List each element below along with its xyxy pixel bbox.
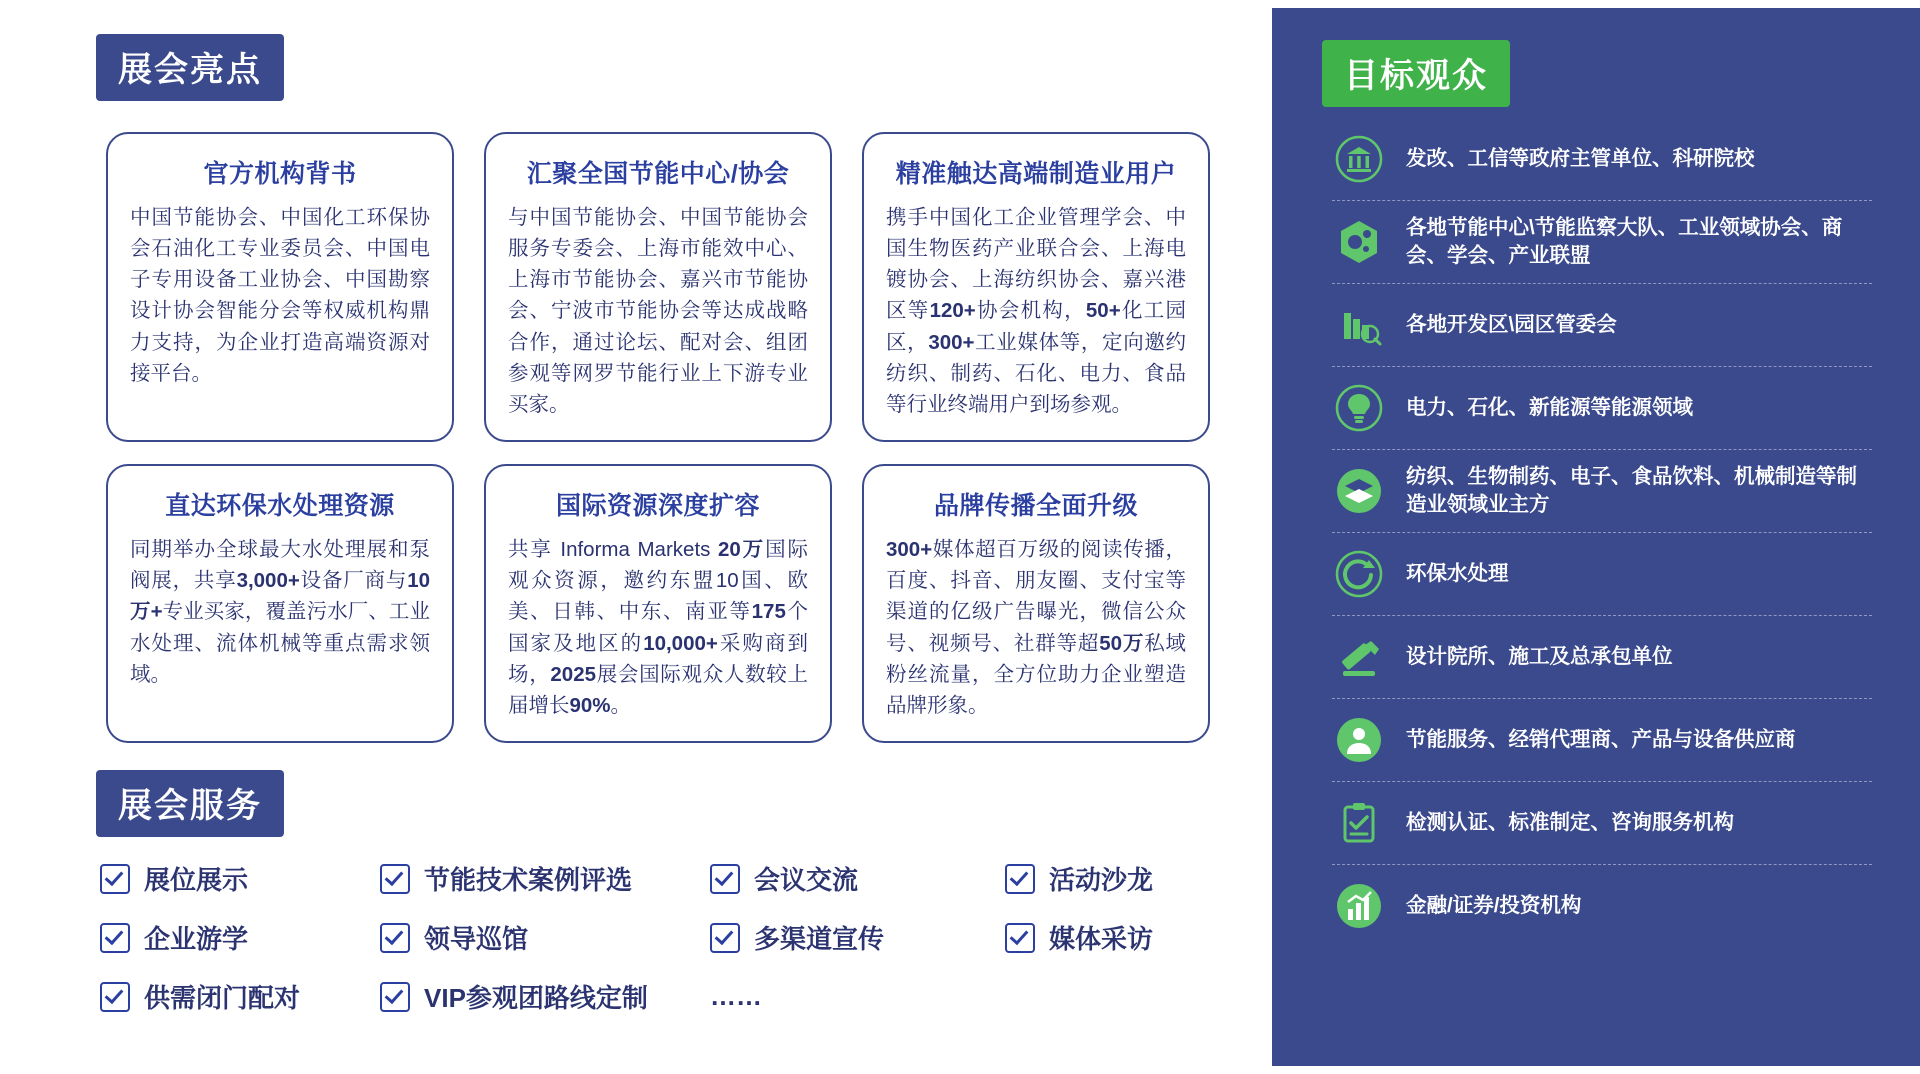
service-item-more bbox=[710, 978, 1005, 1015]
highlight-card bbox=[106, 464, 454, 743]
audience-label: 节能服务、经销代理商、产品与设备供应商 bbox=[1406, 727, 1796, 751]
highlight-card-title: 官方机构背书 bbox=[203, 160, 357, 188]
highlight-card bbox=[106, 132, 454, 442]
audience-item bbox=[1332, 782, 1872, 865]
highlights-section-title: 展会亮点 bbox=[96, 34, 284, 101]
audience-label: 纺织、生物制药、电子、食品饮料、机械制造等制造业领域业主方 bbox=[1406, 464, 1857, 516]
highlight-card-body: 与中国节能协会、中国节能协会服务专委会、上海市能效中心、上海市节能协会、嘉兴市节能协会、宁波市节能协会等达成战略合作，通过论坛、配对会、组团参观等网罗节能行业上下游专业买家。 bbox=[508, 206, 808, 416]
clipboard-check-icon bbox=[1332, 796, 1386, 850]
highlight-card-body: 共享 Informa Markets 20万国际观众资源，邀约东盟10国、欧美、日韩、中东、南亚等175个国家及地区的10,000+采购商到场，2025展会国际观众人数较上届增长90%。 bbox=[508, 538, 809, 717]
service-label: 领导巡馆 bbox=[424, 924, 529, 954]
highlight-card bbox=[484, 132, 832, 442]
layers-icon bbox=[1332, 464, 1386, 518]
audience-label: 各地开发区\园区管委会 bbox=[1406, 312, 1617, 336]
highlight-cards bbox=[106, 132, 1216, 743]
service-item[interactable] bbox=[1005, 919, 1220, 956]
highlight-card-body: 同期举办全球最大水处理展和泵阀展，共享3,000+设备厂商与10万+专业买家，覆盖污水厂、工业水处理、流体机械等重点需求领域。 bbox=[130, 538, 431, 686]
highlights-title-wrap bbox=[96, 34, 284, 101]
service-item[interactable] bbox=[710, 919, 1005, 956]
audience-item bbox=[1332, 450, 1872, 533]
checkbox-checked-icon[interactable] bbox=[1005, 923, 1035, 953]
highlight-card bbox=[484, 464, 832, 743]
services-row bbox=[100, 860, 1220, 897]
service-label: …… bbox=[710, 981, 762, 1011]
service-label: 供需闭门配对 bbox=[144, 983, 301, 1013]
person-icon bbox=[1332, 713, 1386, 767]
audience-label: 电力、石化、新能源等能源领域 bbox=[1406, 395, 1693, 419]
service-label: 多渠道宣传 bbox=[754, 924, 885, 954]
highlight-card bbox=[862, 132, 1210, 442]
checkbox-checked-icon[interactable] bbox=[710, 864, 740, 894]
bank-icon bbox=[1332, 132, 1386, 186]
service-item[interactable] bbox=[1005, 860, 1220, 897]
service-item[interactable] bbox=[100, 919, 380, 956]
service-label: 会议交流 bbox=[754, 865, 859, 895]
services-row bbox=[100, 919, 1220, 956]
audience-label: 各地节能中心\节能监察大队、工业领域协会、商会、学会、产业联盟 bbox=[1406, 215, 1843, 267]
audience-item bbox=[1332, 699, 1872, 782]
audience-label: 发改、工信等政府主管单位、科研院校 bbox=[1406, 146, 1755, 170]
checkbox-checked-icon[interactable] bbox=[380, 864, 410, 894]
audience-section-title: 目标观众 bbox=[1322, 40, 1510, 107]
service-item[interactable] bbox=[100, 978, 380, 1015]
highlight-card-title: 汇聚全国节能中心/协会 bbox=[526, 160, 790, 188]
services-row bbox=[100, 978, 1220, 1015]
highlight-card-title: 国际资源深度扩容 bbox=[555, 492, 760, 521]
services-checklist bbox=[100, 860, 1220, 1037]
service-label: 企业游学 bbox=[144, 924, 249, 954]
service-label: 活动沙龙 bbox=[1049, 865, 1154, 895]
audience-item bbox=[1332, 616, 1872, 699]
highlight-card-body: 300+媒体超百万级的阅读传播，百度、抖音、朋友圈、支付宝等渠道的亿级广告曝光，微信公众号、视频号、社群等超50万私域粉丝流量，全方位助力企业塑造品牌形象。 bbox=[886, 538, 1187, 717]
water-cycle-icon bbox=[1332, 547, 1386, 601]
service-label: 展位展示 bbox=[144, 865, 249, 895]
service-item[interactable] bbox=[380, 978, 710, 1015]
checkbox-checked-icon[interactable] bbox=[380, 982, 410, 1012]
checkbox-checked-icon[interactable] bbox=[100, 982, 130, 1012]
audience-item bbox=[1332, 865, 1872, 947]
checkbox-checked-icon[interactable] bbox=[380, 923, 410, 953]
service-item[interactable] bbox=[380, 860, 710, 897]
service-item[interactable] bbox=[380, 919, 710, 956]
bulb-leaf-icon bbox=[1332, 381, 1386, 435]
audience-label: 检测认证、标准制定、咨询服务机构 bbox=[1406, 810, 1734, 834]
highlight-card-title: 直达环保水处理资源 bbox=[165, 492, 395, 521]
audience-label: 环保水处理 bbox=[1406, 561, 1509, 585]
target-audience-panel bbox=[1272, 8, 1920, 1066]
highlight-card bbox=[862, 464, 1210, 743]
chart-growth-icon bbox=[1332, 879, 1386, 933]
service-label: 媒体采访 bbox=[1049, 924, 1154, 954]
service-item[interactable] bbox=[710, 860, 1005, 897]
audience-label: 设计院所、施工及总承包单位 bbox=[1406, 644, 1673, 668]
audience-item bbox=[1332, 201, 1872, 284]
highlight-card-title: 精准触达高端制造业用户 bbox=[895, 160, 1177, 188]
audience-item bbox=[1332, 284, 1872, 367]
ruler-pencil-icon bbox=[1332, 630, 1386, 684]
service-item[interactable] bbox=[100, 860, 380, 897]
audience-item bbox=[1332, 533, 1872, 616]
service-label: 节能技术案例评选 bbox=[424, 865, 633, 895]
checkbox-checked-icon[interactable] bbox=[100, 864, 130, 894]
audience-item bbox=[1332, 367, 1872, 450]
audience-label: 金融/证券/投资机构 bbox=[1406, 893, 1582, 917]
highlight-card-body: 携手中国化工企业管理学会、中国生物医药产业联合会、上海电镀协会、上海纺织协会、嘉兴港区等120+协会机构，50+化工园区，300+工业媒体等，定向邀约纺织、制药、石化、电力、食品等行业终端用户到场参观。 bbox=[886, 206, 1187, 416]
services-section-title: 展会服务 bbox=[96, 770, 284, 837]
audience-item bbox=[1332, 118, 1872, 201]
checkbox-checked-icon[interactable] bbox=[1005, 864, 1035, 894]
services-title-wrap bbox=[96, 770, 284, 837]
checkbox-checked-icon[interactable] bbox=[710, 923, 740, 953]
audience-list bbox=[1332, 118, 1872, 947]
checkbox-checked-icon[interactable] bbox=[100, 923, 130, 953]
service-label: VIP参观团路线定制 bbox=[424, 983, 648, 1013]
gear-cell-icon bbox=[1332, 215, 1386, 269]
factory-icon bbox=[1332, 298, 1386, 352]
highlight-card-body: 中国节能协会、中国化工环保协会石油化工专业委员会、中国电子专用设备工业协会、中国勘察设计协会智能分会等权威机构鼎力支持，为企业打造高端资源对接平台。 bbox=[130, 206, 430, 385]
highlight-card-title: 品牌传播全面升级 bbox=[933, 492, 1138, 521]
